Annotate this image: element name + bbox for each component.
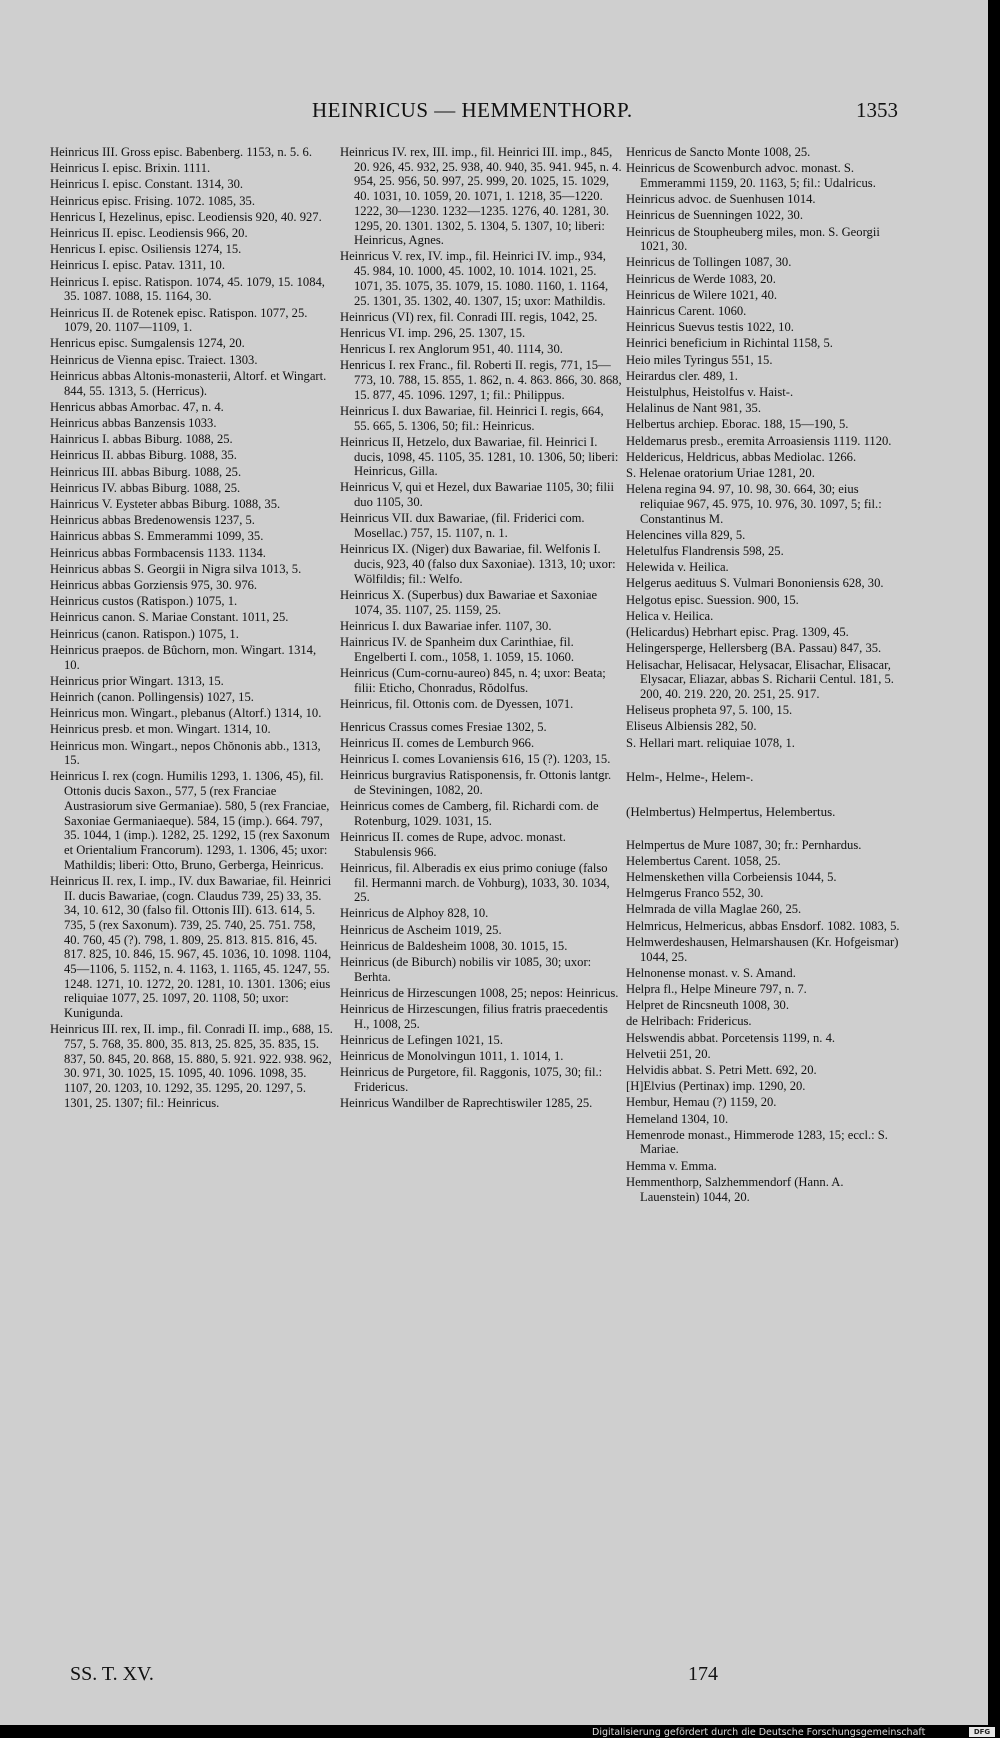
index-entry: Helvetii 251, 20. (626, 1046, 711, 1061)
index-entry: Helencines villa 829, 5. (626, 527, 746, 542)
index-entry: Heinricus mon. Wingart., plebanus (Altorf.) 1314, 10. (50, 706, 322, 721)
index-entry: Heinricus abbas Formbacensis 1133. 1134. (50, 545, 266, 560)
index-entry: Heliseus propheta 97, 5. 100, 15. (626, 703, 793, 718)
index-entry: Heinricus abbas Gorziensis 975, 30. 976. (50, 577, 258, 592)
index-entry: Helembertus Carent. 1058, 25. (626, 853, 781, 868)
index-entry: Helmgerus Franco 552, 30. (626, 886, 764, 901)
index-entry: Heinricus abbas S. Georgii in Nigra silva 1013, 5. (50, 561, 302, 576)
index-entry: Heinricus I. episc. Brixin. 1111. (50, 161, 211, 176)
index-entry: Heinricus I. comes Lovaniensis 616, 15 (?). 1203, 15. (340, 751, 611, 766)
index-entry: Heinrich (canon. Pollingensis) 1027, 15. (50, 689, 254, 704)
index-entry: Heinricus I. rex (cogn. Humilis 1293, 1. 1306, 45), fil. Ottonis ducis Saxon., 577, 5 (rex Franciae Austrasiorum sive Germaniae). 580, 5 (rex Franciae, Saxoniae Germaniaeque). 584, 15 (imp.). 664. 797, 35. 1044, 1 (imp.). 1282, 25. 1292, 15 (rex Saxonum et Orientalium Francorum). 1293, 1. 1306, 45; uxor: Mathildis; liberi: Otto, Bruno, Gerberga, Heinricus. (50, 769, 330, 872)
index-column-right (626, 145, 902, 1206)
page-header (0, 98, 988, 132)
index-entry: Henricus abbas Amorbac. 47, n. 4. (50, 399, 224, 414)
index-entry: Heletulfus Flandrensis 598, 25. (626, 544, 784, 559)
index-entry: Heio miles Tyringus 551, 15. (626, 352, 773, 367)
index-entry: Helpret de Rincsneuth 1008, 30. (626, 998, 789, 1013)
index-entry: Heinricus de Lefingen 1021, 15. (340, 1033, 503, 1048)
index-entry: Heinricus II. comes de Rupe, advoc. monast. Stabulensis 966. (340, 829, 566, 859)
index-entry: Heinricus I. dux Bawariae infer. 1107, 30. (340, 618, 552, 633)
index-entry: Heinricus de Hirzescungen, filius fratris praecedentis H., 1008, 25. (340, 1002, 608, 1031)
index-entry: Helena regina 94. 97, 10. 98, 30. 664, 30; eius reliquiae 967, 45. 975, 10. 976, 30. 1097, 5; fil.: Constantinus M. (626, 482, 882, 526)
section-heading: (Helmbertus) Helmpertus, Helembertus. (626, 803, 836, 819)
index-entry: Heinricus V. rex, IV. imp., fil. Heinrici IV. imp., 934, 45. 984, 10. 1000, 45. 1002, 10. 1014. 1021, 25. 1071, 35. 1075, 35. 1079, 15. 1080. 1160, 1. 1164, 25. 1301, 35. 1302, 40. 1307, 15; uxor: Mathildis. (340, 249, 609, 308)
index-entry: Heinricus de Ascheim 1019, 25. (340, 922, 502, 937)
index-entry: Heinricus IV. rex, III. imp., fil. Heinrici III. imp., 845, 20. 926, 45. 932, 25. 938, 40. 940, 35. 941. 945, n. 4. 954, 25. 956, 50. 997, 25. 999, 20. 1025, 15. 1029, 40. 1031, 10. 1059, 20. 1071, 1. 1218, 35—1220. 1222, 30—1230. 1232—1235. 1276, 40. 1281, 30. 1295, 20. 1301. 1302, 5. 1304, 5. 1307, 10; liberi: Heinricus, Agnes. (340, 145, 622, 248)
index-entry: Heinricus prior Wingart. 1313, 15. (50, 673, 224, 688)
index-entry: Heldericus, Heldricus, abbas Mediolac. 1266. (626, 449, 857, 464)
index-entry: Hemenrode monast., Himmerode 1283, 15; eccl.: S. Mariae. (626, 1127, 888, 1157)
index-entry: Heinricus (Cum-cornu-aureo) 845, n. 4; uxor: Beata; filii: Eticho, Chonradus, Rŏdolfus. (340, 665, 606, 695)
index-entry: S. Hellari mart. reliquiae 1078, 1. (626, 735, 795, 750)
index-entry: Heinricus canon. S. Mariae Constant. 1011, 25. (50, 610, 289, 625)
index-entry: Helmrada de villa Maglae 260, 25. (626, 902, 802, 917)
index-entry: Hemmenthorp, Salzhemmendorf (Hann. A. Lauenstein) 1044, 20. (626, 1174, 844, 1204)
index-entry: Heinricus VII. dux Bawariae, (fil. Friderici com. Mosellac.) 757, 15. 1107, n. 1. (340, 511, 585, 541)
index-entry: Heinricus IX. (Niger) dux Bawariae, fil. Welfonis I. ducis, 923, 40 (falso dux Saxoniae). 1313, 10; uxor: Wölfildis; fil.: Welfo. (340, 542, 616, 586)
index-entry: Helmwerdeshausen, Helmarshausen (Kr. Hofgeismar) 1044, 25. (626, 934, 899, 964)
index-column-middle (340, 145, 622, 1113)
index-entry: Helvidis abbat. S. Petri Mett. 692, 20. (626, 1062, 817, 1077)
index-entry: Heinricus de Vienna episc. Traiect. 1303. (50, 352, 258, 367)
index-entry: Helmricus, Helmericus, abbas Ensdorf. 1082. 1083, 5. (626, 918, 900, 933)
index-entry: Helalinus de Nant 981, 35. (626, 401, 762, 416)
index-entry: Heinricus II. abbas Biburg. 1088, 35. (50, 448, 237, 463)
index-entry: Heinricus X. (Superbus) dux Bawariae et Saxoniae 1074, 35. 1107, 25. 1159, 25. (340, 587, 598, 617)
index-entry: Heinricus II. rex, I. imp., IV. dux Bawariae, fil. Heinrici II. ducis Bawariae, (cogn. Claudus 739, 25) 33, 35. 34, 10. 612, 30 (falso fil. Ottonis III). 613. 614, 5. 735, 5 (rex Saxonum). 739, 25. 740, 25. 751. 758, 40. 760, 45 (?). 798, 1. 809, 25. 813. 815. 816, 45. 817. 825, 10. 846, 15. 967, 45. 1036, 10. 1098. 1104, 45—1106, 5. 1152, n. 4. 1163, 1. 1165, 45. 1247, 55. 1248. 1271, 10. 1272, 20. 1281, 10. 1301. 1306; eius reliquiae 1077, 25. 1097, 20. 1108, 50; uxor: Kunigunda. (50, 873, 332, 1021)
index-entry: Heinricus II. comes de Lemburch 966. (340, 735, 535, 750)
index-entry: Hemeland 1304, 10. (626, 1111, 729, 1126)
index-entry: Henricus episc. Sumgalensis 1274, 20. (50, 336, 245, 351)
index-entry: Hainricus V. Eysteter abbas Biburg. 1088, 35. (50, 496, 281, 511)
index-entry: Heinricus abbas Bredenowensis 1237, 5. (50, 513, 255, 528)
index-entry: Helswendis abbat. Porcetensis 1199, n. 4. (626, 1030, 836, 1045)
index-entry: Helbertus archiep. Eborac. 188, 15—190, 5. (626, 417, 849, 432)
index-entry: Heinricus, fil. Alberadis ex eius primo coniuge (falso fil. Hermanni march. de Vohburg), 1033, 30. 1034, 25. (340, 860, 610, 905)
index-entry: Heinricus presb. et mon. Wingart. 1314, 10. (50, 722, 271, 737)
index-entry: Helpra fl., Helpe Mineure 797, n. 7. (626, 981, 807, 996)
index-entry: Heinricus (de Biburch) nobilis vir 1085, 30; uxor: Berhta. (340, 955, 592, 984)
index-entry: Henricus I, Hezelinus, episc. Leodiensis 920, 40. 927. (50, 209, 322, 224)
index-entry: Heinricus de Scowenburch advoc. monast. S. Emmerammi 1159, 20. 1163, 5; fil.: Udalricus. (626, 161, 876, 190)
index-entry: Henricus Crassus comes Fresiae 1302, 5. (340, 719, 547, 734)
index-entry: Heinricus de Wilere 1021, 40. (626, 287, 778, 302)
index-entry: Heinricus de Purgetore, fil. Raggonis, 1075, 30; fil.: Fridericus. (340, 1065, 603, 1095)
index-entry: Heinricus (VI) rex, fil. Conradi III. regis, 1042, 25. (340, 309, 598, 324)
index-entry: (Helicardus) Hebrhart episc. Prag. 1309, 45. (626, 625, 849, 640)
index-entry: [H]Elvius (Pertinax) imp. 1290, 20. (626, 1079, 806, 1094)
index-entry: Heinricus de Monolvingun 1011, 1. 1014, 1. (340, 1049, 564, 1064)
sheet-signature: SS. T. XV. (70, 1663, 154, 1685)
index-entry: Heinricus III. rex, II. imp., fil. Conradi II. imp., 688, 15. 757, 5. 768, 35. 800, 35. 813, 25. 825, 35. 835, 15. 837, 50. 845, 20. 868, 15. 880, 5. 921. 922. 938. 962, 30. 971, 30. 1025, 15. 1095, 40. 1096. 1098, 35. 1107, 20. 1203, 10. 1292, 35. 1295, 20. 1297, 5. 1301, 25. 1307; fil.: Heinricus. (50, 1022, 333, 1110)
index-entry: Helgerus aedituus S. Vulmari Bononiensis 628, 30. (626, 576, 884, 591)
digitization-credit: Digitalisierung gefördert durch die Deutsche Forschungsgemeinschaft (592, 1727, 926, 1738)
index-entry: Heinricus de Werde 1083, 20. (626, 271, 776, 286)
index-entry: Heinricus I. episc. Patav. 1311, 10. (50, 258, 225, 273)
running-title: HEINRICUS — HEMMENTHORP. (312, 98, 633, 122)
index-entry: Hainricus Carent. 1060. (626, 304, 747, 319)
page-number: 1353 (856, 98, 898, 122)
index-entry: Heinricus custos (Ratispon.) 1075, 1. (50, 594, 238, 609)
index-entry: Heinricus V, qui et Hezel, dux Bawariae 1105, 30; filii duo 1105, 30. (340, 480, 614, 510)
index-entry: Heinricus Wandilber de Raprechtiswiler 1285, 25. (340, 1096, 593, 1111)
index-entry: Heinricus Suevus testis 1022, 10. (626, 320, 794, 335)
index-entry: Henricus I. rex Franc., fil. Roberti II. regis, 771, 15—773, 10. 788, 15. 855, 1. 862, n. 4. 863. 866, 30. 868, 15. 877, 45. 1096. 1297, 1; fil.: Philippus. (340, 358, 622, 402)
index-entry: Heinricus II. episc. Leodiensis 966, 20. (50, 226, 248, 241)
index-entry: Helewida v. Heilica. (626, 560, 729, 575)
index-entry: Helmenskethen villa Corbeiensis 1044, 5. (626, 870, 837, 885)
section-heading: Helm-, Helme-, Helem-. (626, 769, 754, 785)
index-entry: Henricus de Sancto Monte 1008, 25. (626, 145, 811, 159)
index-entry: Heinricus comes de Camberg, fil. Richardi com. de Rotenburg, 1029. 1031, 15. (340, 799, 599, 828)
index-entry: Eliseus Albiensis 282, 50. (626, 719, 757, 734)
index-entry: Heinricus I. episc. Constant. 1314, 30. (50, 177, 244, 192)
index-entry: Hainricus I. abbas Biburg. 1088, 25. (50, 432, 233, 447)
index-entry: Heinricus de Baldesheim 1008, 30. 1015, 15. (340, 938, 568, 953)
dfg-logo: DFG (969, 1727, 995, 1737)
index-entry: Heinricus, fil. Ottonis com. de Dyessen, 1071. (340, 696, 574, 711)
index-entry: Heinricus episc. Frising. 1072. 1085, 35. (50, 193, 255, 208)
index-entry: Helnonense monast. v. S. Amand. (626, 965, 796, 980)
index-entry: Heldemarus presb., eremita Arroasiensis 1119. 1120. (626, 433, 892, 448)
index-entry: Helica v. Heilica. (626, 608, 714, 623)
index-entry: Heinricus de Tollingen 1087, 30. (626, 255, 792, 270)
index-entry: Heinricus I. dux Bawariae, fil. Heinrici I. regis, 664, 55. 665, 5. 1306, 50; fil.: Heinricus. (340, 403, 604, 433)
index-entry: Heinricus II, Hetzelo, dux Bawariae, fil. Heinrici I. ducis, 1098, 45. 1105, 35. 1281, 10. 1306, 50; liberi: Heinricus, Gilla. (340, 434, 619, 479)
index-entry: Hainricus IV. de Spanheim dux Carinthiae, fil. Engelberti I. com., 1058, 1. 1059, 15. 1060. (340, 635, 575, 664)
index-column-left (50, 145, 334, 1112)
sheet-number: 174 (688, 1663, 718, 1685)
index-entry: Helisachar, Helisacar, Helysacar, Elisachar, Elisacar, Elysacar, Eliazar, abbas S. Richarii Centul. 181, 5. 200, 40. 219. 220, 20. 251, 25. 917. (626, 657, 894, 701)
index-entry: Helgotus episc. Suession. 900, 15. (626, 592, 799, 607)
index-entry: Heinricus abbas Banzensis 1033. (50, 415, 217, 430)
index-entry: Heinricus advoc. de Suenhusen 1014. (626, 192, 816, 207)
index-entry: Heinricus (canon. Ratispon.) 1075, 1. (50, 626, 239, 641)
index-entry: Heinricus de Suenningen 1022, 30. (626, 208, 803, 223)
index-entry: de Helribach: Fridericus. (626, 1014, 752, 1029)
index-entry: Heinricus mon. Wingart., nepos Chŏnonis abb., 1313, 15. (50, 738, 321, 768)
index-entry: Hainricus abbas S. Emmerammi 1099, 35. (50, 529, 264, 544)
index-entry: Henricus I. rex Anglorum 951, 40. 1114, 30. (340, 342, 563, 357)
index-entry: Heistulphus, Heistolfus v. Haist-. (626, 385, 794, 400)
index-entry: Heinricus III. abbas Biburg. 1088, 25. (50, 464, 242, 479)
index-entry: Heinricus de Alphoy 828, 10. (340, 906, 489, 921)
index-entry: Heinricus de Hirzescungen 1008, 25; nepos: Heinricus. (340, 985, 619, 1000)
index-entry: Heinricus III. Gross episc. Babenberg. 1153, n. 5. 6. (50, 145, 312, 159)
index-entry: Helingersperge, Hellersberg (BA. Passau) 847, 35. (626, 641, 882, 656)
index-entry: Henricus I. episc. Osiliensis 1274, 15. (50, 242, 242, 257)
index-entry: Heinricus abbas Altonis-monasterii, Altorf. et Wingart. 844, 55. 1313, 5. (Herricus). (50, 368, 327, 398)
index-entry: Heinricus praepos. de Bûchorn, mon. Wingart. 1314, 10. (50, 642, 317, 672)
index-entry: Heinrici beneficium in Richintal 1158, 5. (626, 336, 833, 351)
index-entry: S. Helenae oratorium Uriae 1281, 20. (626, 466, 815, 481)
index-entry: Henricus VI. imp. 296, 25. 1307, 15. (340, 325, 526, 340)
index-entry: Hemma v. Emma. (626, 1158, 717, 1173)
index-entry: Heinricus de Stoupheuberg miles, mon. S. Georgii 1021, 30. (626, 224, 880, 254)
index-entry: Hembur, Hemau (?) 1159, 20. (626, 1095, 777, 1110)
index-entry: Heinricus II. de Rotenek episc. Ratispon. 1077, 25. 1079, 20. 1107—1109, 1. (50, 305, 308, 335)
index-entry: Heinricus I. episc. Ratispon. 1074, 45. 1079, 15. 1084, 35. 1087. 1088, 15. 1164, 30. (50, 274, 325, 304)
index-entry: Heinricus IV. abbas Biburg. 1088, 25. (50, 480, 241, 495)
index-entry: Heinricus burgravius Ratisponensis, fr. Ottonis lantgr. de Steviningen, 1082, 20. (340, 768, 612, 797)
index-entry: Helmpertus de Mure 1087, 30; fr.: Pernhardus. (626, 837, 862, 852)
index-entry: Heirardus cler. 489, 1. (626, 368, 738, 383)
